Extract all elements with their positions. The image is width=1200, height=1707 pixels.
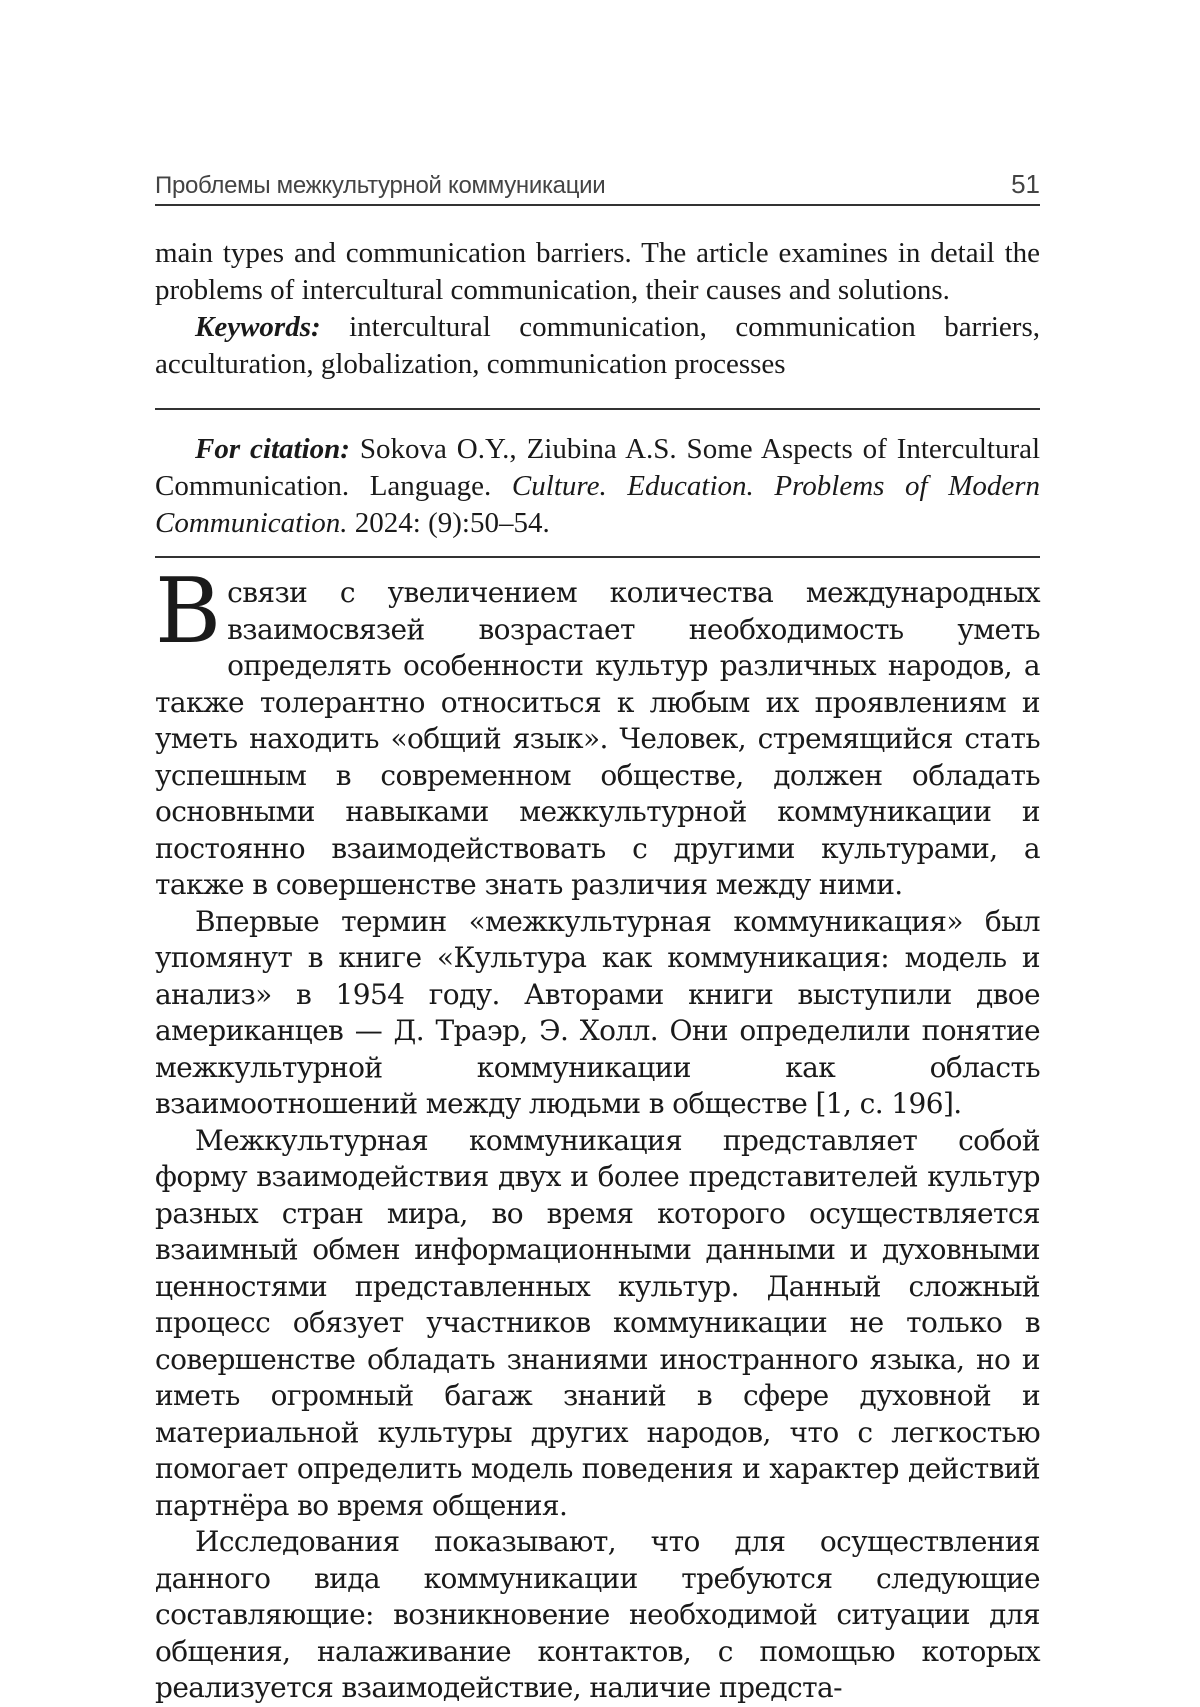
- citation-label: For citation:: [195, 433, 350, 465]
- running-head-title: Проблемы межкультурной коммуникации: [155, 172, 606, 199]
- running-head: [155, 164, 1040, 206]
- abstract-continuation: main types and communication barriers. The article examines in detail the problems of intercultural communication, their causes and solutions.: [155, 237, 1040, 306]
- citation-authors-title: Sokova O.Y., Ziubina A.S. Some Aspects of Intercultural Communication. Language.: [155, 433, 1041, 502]
- drop-cap: В: [155, 559, 222, 664]
- body-paragraph-4: Исследования показывают, что для осуществления данного вида коммуникации требуются следующие составляющие: возникновение необходимой ситуации для общения, налаживание контактов, с помощью которых реализуется взаимодействие, наличие предста-: [155, 1525, 1040, 1704]
- body-paragraph-3: Межкультурная коммуникация представляет собой форму взаимодействия двух и более представителей культур разных стран мира, во время которого осуществляется взаимный обмен информационными данными и духовными ценностями представленных культур. Данный сложный процесс обязует участников коммуникации не только в совершенстве обладать знаниями иностранного языка, но и иметь огромный багаж знаний в сфере духовной и материальной культуры других народов, что с легкостью помогает определить модель поведения и характер действий партнёра во время общения.: [155, 1123, 1040, 1522]
- page-number: 51: [1011, 169, 1040, 199]
- body-paragraph-1: [155, 559, 1040, 904]
- article-body: [155, 559, 1040, 1707]
- body-paragraph-1-text: связи с увеличением количества международных взаимосвязей возрастает необходимость уметь определять особенности культур различных народов, а также толерантно относиться к любым их проявлениям и уметь находить «общий язык». Человек, стремящийся стать успешным в современном обществе, должен обладать основными навыками межкультурной коммуникации и постоянно взаимодействовать с другими культурами, а также в совершенстве знать различия между ними.: [155, 576, 1040, 901]
- body-paragraph-2: Впервые термин «межкультурная коммуникация» был упомянут в книге «Культура как коммуникация: модель и анализ» в 1954 году. Авторами книги выступили двое американцев — Д. Траэр, Э. Холл. Они определили понятие межкультурной коммуникации как область взаимоотношений между людьми в обществе [1, с. 196].: [155, 904, 1040, 1120]
- keywords-paragraph: [155, 309, 1040, 383]
- keywords-text: intercultural communication, communication barriers, acculturation, globalization, communication processes: [155, 311, 1040, 380]
- keywords-label: Keywords:: [195, 311, 321, 343]
- citation-journal: Culture. Education. Problems of Modern Communication.: [155, 470, 1041, 539]
- citation-paragraph: [155, 431, 1040, 542]
- abstract-section: [155, 235, 1040, 383]
- citation-details: 2024: (9):50–54.: [354, 507, 550, 539]
- citation-box: [155, 408, 1040, 558]
